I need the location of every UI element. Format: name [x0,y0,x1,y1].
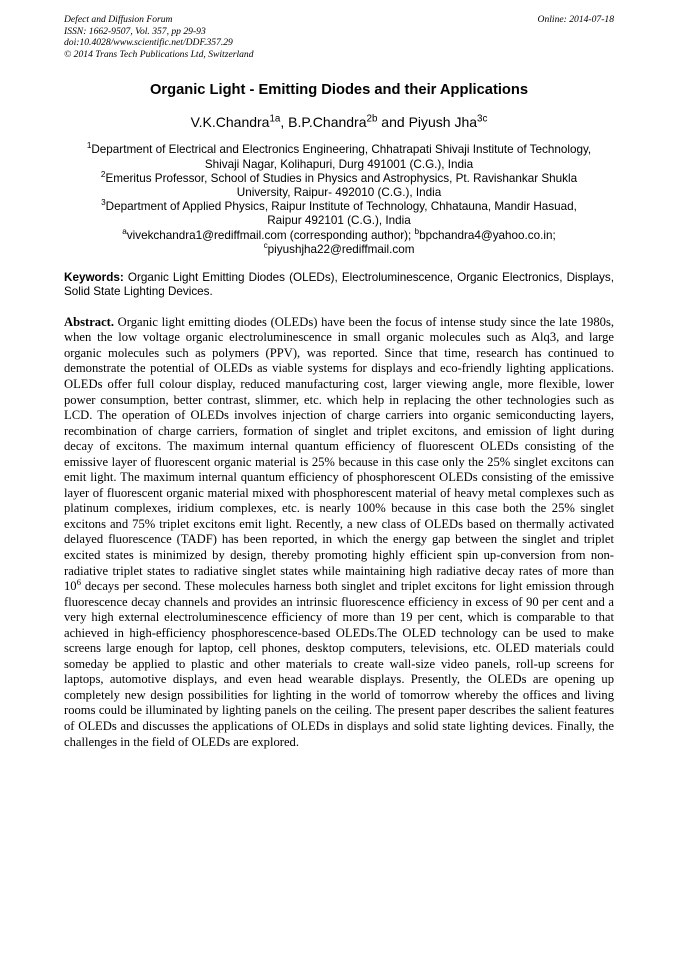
author-name: V.K.Chandra [190,114,270,131]
author-name: Piyush Jha [408,114,478,131]
author-separator: , [280,114,289,131]
affiliation-superscript: 3 [101,198,106,208]
email-text: vivekchandra1@rediffmail.com (corresponding author); [126,228,415,242]
issn-line: ISSN: 1662-9507, Vol. 357, pp 29-93 [64,25,206,37]
abstract-text: Organic light emitting diodes (OLEDs) have been the focus of intense study since the late 1980s, when the low voltage organic electroluminescence in small organic molecules such as Alq3, and large organic molecules such as polymers (PPV), was reported. Since that time, research has continued to demonstrate the potential of OLEDs as viable systems for displays and eco-friendly lighting applications. OLEDs offer full colour display, reduced manufacturing cost, larger viewing angle, more flexible, lower power consumption, better contrast, slimmer, etc. which help in replacing the other technologies such as LCD. The operation of OLEDs involves injection of charge carriers into organic semiconducting layers, recombination of charge carriers, formation of singlet and triplet excitons, and emission of light during decay of excitons. The maximum internal quantum efficiency of fluorescent OLEDs consisting of the emissive layer of fluorescent organic material is 25% because in this case only the 25% singlet excitons can emit light. The maximum internal quantum efficiency of phosphorescent OLEDs consisting of the emissive layer of fluorescent organic material mixed with phosphorescent material of heavy metal complexes such as platinum complexes, iridium complexes, etc. is nearly 100% because in this case both the 25% singlet excitons and 75% triplet excitons emit light. Recently, a new class of OLEDs based on thermally activated delayed fluorescence (TADF) has been reported, in which the energy gap between the singlet and triplet excited states is minimized by design, thereby promoting highly efficient spin up-conversion from non-radiative triplet states to radiative singlet states while maintaining high radiative decay rates of more than 10 [64,314,614,594]
affiliation-text: Emeritus Professor, School of Studies in Physics and Astrophysics, Pt. Ravishankar Shukla [105,171,578,185]
affiliation-superscript: 2 [100,169,106,179]
affiliations [64,143,614,257]
online-date: Online: 2014-07-18 [537,14,614,25]
keywords-text: Organic Light Emitting Diodes (OLEDs), Electroluminescence, Organic Electronics, Displays, Solid State Lighting Devices. [64,271,614,299]
affiliation-line: University, Raipur- 492010 (C.G.), India [236,185,442,199]
abstract-label: Abstract. [64,314,115,329]
email-superscript: b [414,226,420,236]
doi-line: doi:10.4028/www.scientific.net/DDF.357.29 [64,37,233,49]
email-line [64,226,614,243]
email-text: bpchandra4@yahoo.co.in; [419,228,556,242]
affiliation-line [64,200,614,214]
author-superscript: 2b [366,113,378,125]
affiliation-line [64,143,614,157]
email-text: piyushjha22@rediffmail.com [267,242,415,256]
affiliation-text: Department of Electrical and Electronics Engineering, Chhatrapati Shivaji Institute of Technology, [91,143,592,157]
abstract [64,315,614,750]
journal-name: Defect and Diffusion Forum [64,14,173,25]
email-superscript: c [263,240,268,250]
affiliation-line: Shivaji Nagar, Kolihapuri, Durg 491001 (C.G.), India [204,157,474,171]
exponent: 6 [76,576,81,587]
keywords-label: Keywords: [64,271,124,284]
paper-page [64,14,614,750]
affiliation-superscript: 1 [86,141,92,151]
author-name: B.P.Chandra [288,114,367,131]
affiliation-text: Department of Applied Physics, Raipur Institute of Technology, Chhatauna, Mandir Hasuad, [105,200,577,214]
author-superscript: 1a [269,113,281,125]
affiliation-line [64,169,614,186]
abstract-text: decays per second. These molecules harness both singlet and triplet excitons for light emission through fluorescence decay channels and provides an intrinsic fluorescence efficiency in excess of 90 per cent and a very high external electroluminescence efficiency of more than 19 per cent, which is comparable to that achieved in high-efficiency phosphorescence-based OLEDs.The OLED technology can be used to make screens large enough for laptop, cell phones, desktop computers, televisions, etc. OLED materials could someday be applied to plastic and other materials to create wall-size video panels, roll-up screens for laptops, automotive displays, and even head wearable displays. Presently, the OLEDs are opening up completely new design possibilities for lighting in the world of tomorrow whereby the offices and living rooms could be illuminated by lighting panels on the ceiling. The present paper describes the salient features of OLEDs and discusses the applications of OLEDs in displays and solid state lighting devices. Finally, the challenges in the field of OLEDs are explored. [64,579,614,749]
author-separator: and [377,114,409,131]
email-superscript: a [122,226,127,236]
affiliation-line: Raipur 492101 (C.G.), India [267,214,411,228]
author-list [64,114,614,130]
copyright-line: © 2014 Trans Tech Publications Ltd, Switzerland [64,48,254,60]
keywords [64,271,614,300]
email-line [64,240,614,257]
journal-header [64,14,614,60]
author-superscript: 3c [477,113,488,125]
paper-title: Organic Light - Emitting Diodes and their Applications [149,82,529,99]
